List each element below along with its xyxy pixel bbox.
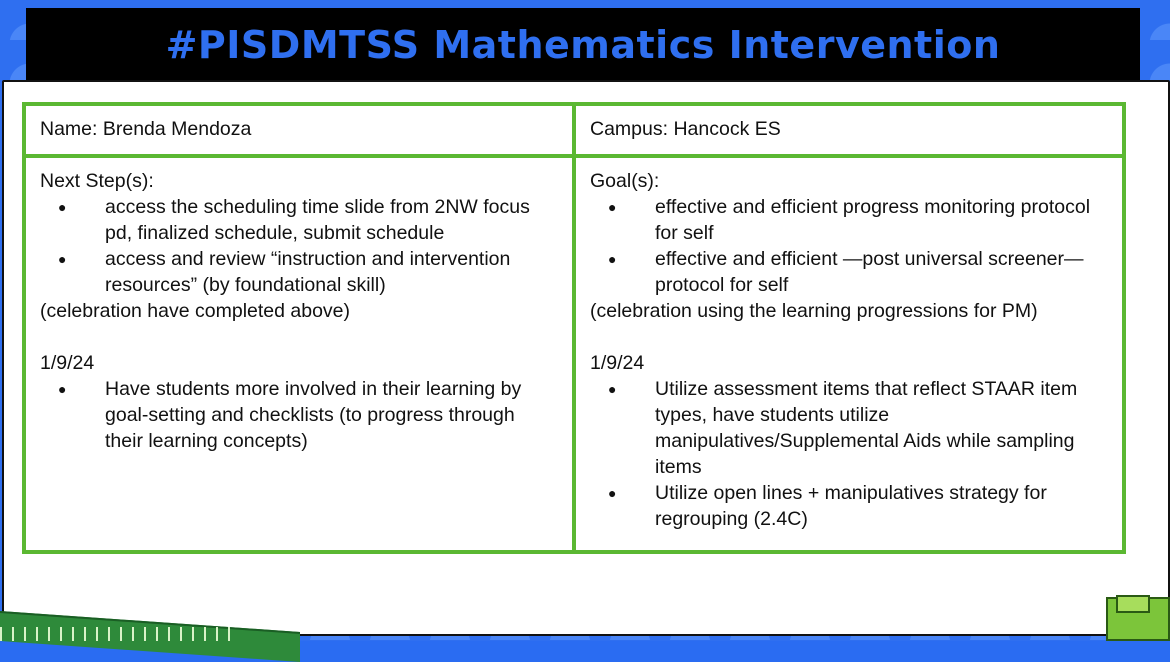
next-steps-dated-list — [40, 376, 558, 454]
goals-cell — [576, 158, 1122, 550]
list-item: ● Have students more involved in their learning by goal-setting and checklists (to progress through their learning concepts) — [40, 376, 558, 454]
next-steps-list — [40, 194, 558, 298]
list-item: ● effective and efficient —post universal screener— protocol for self — [590, 246, 1108, 298]
name-label: Name: Brenda Mendoza — [40, 118, 252, 140]
goals-date: 1/9/24 — [590, 352, 645, 374]
goals-dated-list — [590, 376, 1108, 532]
list-item: ● access and review “instruction and intervention resources” (by foundational skill) — [40, 246, 558, 298]
page-title: #PISDMTSS Mathematics Intervention — [165, 23, 1001, 67]
ruler-ticks — [0, 627, 240, 641]
next-steps-note: (celebration have completed above) — [40, 300, 351, 322]
next-steps-cell — [26, 158, 576, 550]
next-steps-heading: Next Step(s): — [40, 170, 154, 192]
list-item: ● Utilize assessment items that reflect STAAR item types, have students utilize manipulatives/Supplemental Aids while sampling items — [590, 376, 1108, 480]
goals-heading: Goal(s): — [590, 170, 660, 192]
spacer — [590, 324, 1108, 350]
intervention-table — [22, 102, 1126, 554]
list-item: ● access the scheduling time slide from 2NW focus pd, finalized schedule, submit schedule — [40, 194, 558, 246]
goals-list — [590, 194, 1108, 298]
next-steps-date: 1/9/24 — [40, 352, 95, 374]
list-item: ● Utilize open lines + manipulatives strategy for regrouping (2.4C) — [590, 480, 1108, 532]
name-cell — [26, 106, 576, 158]
goals-note: (celebration using the learning progressions for PM) — [590, 300, 1038, 322]
campus-label: Campus: Hancock ES — [590, 118, 781, 140]
title-bar — [26, 8, 1140, 82]
campus-cell — [576, 106, 1122, 158]
cube-top-decoration — [1116, 595, 1150, 613]
spacer — [40, 324, 558, 350]
list-item: ● effective and efficient progress monitoring protocol for self — [590, 194, 1108, 246]
